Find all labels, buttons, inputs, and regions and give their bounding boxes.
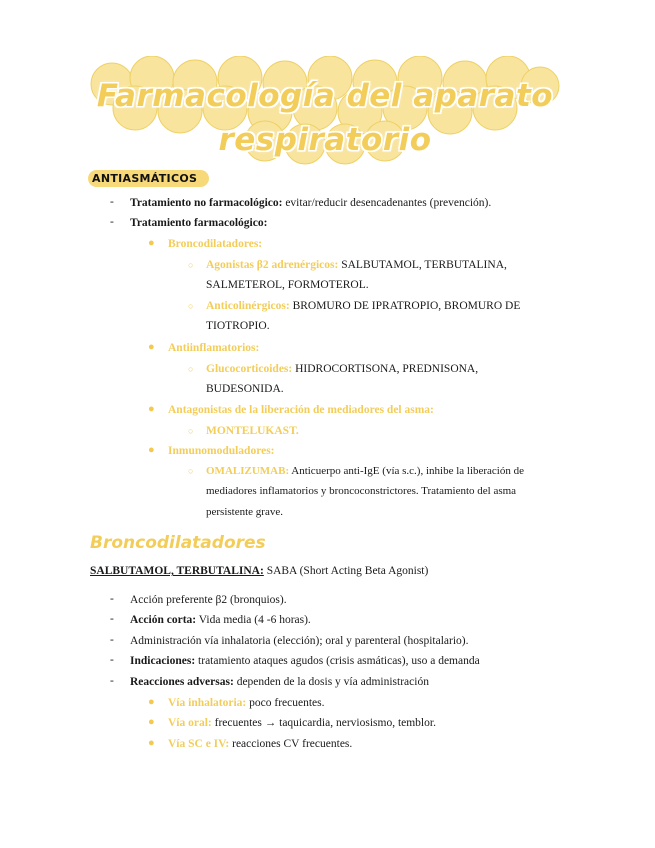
item-label: Indicaciones: <box>130 655 196 667</box>
omalizumab-line <box>206 464 524 479</box>
title-line-2: respiratorio <box>218 122 432 158</box>
circle-bullet-icon: ○ <box>188 301 194 311</box>
reaccion-label: Vía SC e IV: <box>168 738 230 750</box>
reaccion-sc-iv <box>168 737 352 752</box>
inmunomoduladores-label: Inmunomoduladores: <box>168 445 275 457</box>
glucocorticoides-text: HIDROCORTISONA, PREDNISONA, <box>292 363 479 375</box>
bullet-icon: ● <box>148 341 155 353</box>
item-farmacologico <box>130 216 267 231</box>
item-label: Acción corta: <box>130 614 197 626</box>
anticolinergicos-text: BROMURO DE IPRATROPIO, BROMURO DE <box>289 300 521 312</box>
omalizumab-text: Anticuerpo anti-IgE (vía s.c.), inhibe la liberación de <box>289 465 524 477</box>
agonistas-line <box>206 258 507 273</box>
reaccion-label: Vía inhalatoria: <box>168 697 247 709</box>
omalizumab-label: OMALIZUMAB: <box>206 465 290 477</box>
glucocorticoides-line <box>206 362 478 377</box>
item-text: Vida media (4 -6 horas). <box>196 614 311 626</box>
dash-marker: - <box>110 613 114 625</box>
title-banner <box>90 56 560 166</box>
montelukast-label: MONTELUKAST. <box>206 425 299 437</box>
item-label: Tratamiento no farmacológico: <box>130 197 283 209</box>
glucocorticoides-label: Glucocorticoides: <box>206 363 293 375</box>
dash-marker: - <box>110 675 114 687</box>
title-line-1: Farmacología del aparato <box>96 78 554 114</box>
reaccion-label: Vía oral: <box>168 717 212 729</box>
saba-subheading <box>90 564 428 579</box>
item-text: evitar/reducir desencadenantes (prevención). <box>282 197 492 209</box>
dash-marker: - <box>110 196 114 208</box>
broncodilatadores-label: Broncodilatadores: <box>168 238 263 250</box>
circle-bullet-icon: ○ <box>188 426 194 436</box>
section-heading-broncodilatadores: Broncodilatadores <box>90 533 266 553</box>
item-reacciones <box>130 675 429 690</box>
agonistas-label: Agonistas β2 adrenérgicos: <box>206 259 339 271</box>
glucocorticoides-line-2: BUDESONIDA. <box>206 383 284 395</box>
item-text: dependen de la dosis y vía administración <box>233 676 429 688</box>
section-heading-antiasmaticos: ANTIASMÁTICOS <box>88 170 209 187</box>
item-administracion: Administración vía inhalatoria (elección); oral y parenteral (hospitalario). <box>130 635 469 647</box>
item-accion-corta <box>130 613 311 628</box>
omalizumab-line-2: mediadores inflamatorios y broncoconstrictores. Tratamiento del asma <box>206 485 517 497</box>
circle-bullet-icon: ○ <box>188 260 194 270</box>
reaccion-text: frecuentes → taquicardia, nerviosismo, temblor. <box>211 717 436 729</box>
reaccion-text: poco frecuentes. <box>246 697 325 709</box>
circle-bullet-icon: ○ <box>188 364 194 374</box>
item-label: Tratamiento farmacológico: <box>130 217 268 229</box>
saba-label: SALBUTAMOL, TERBUTALINA: <box>90 565 264 577</box>
reaccion-oral <box>168 716 436 731</box>
item-no-farmacologico <box>130 196 491 211</box>
bullet-icon: ● <box>148 237 155 249</box>
antagonistas-label: Antagonistas de la liberación de mediadores del asma: <box>168 404 434 416</box>
agonistas-line-2: SALMETEROL, FORMOTEROL. <box>206 279 369 291</box>
omalizumab-line-3: persistente grave. <box>206 506 283 518</box>
bullet-icon: ● <box>148 403 155 415</box>
saba-text: SABA (Short Acting Beta Agonist) <box>263 565 429 577</box>
antiinflamatorios-label: Antiinflamatorios: <box>168 342 260 354</box>
anticolinergicos-label: Anticolinérgicos: <box>206 300 290 312</box>
bullet-icon: ● <box>148 444 155 456</box>
bullet-icon: ● <box>148 716 155 728</box>
item-indicaciones <box>130 654 480 669</box>
item-text: tratamiento ataques agudos (crisis asmáticas), uso a demanda <box>195 655 480 667</box>
bullet-icon: ● <box>148 696 155 708</box>
dash-marker: - <box>110 216 114 228</box>
reaccion-text: reacciones CV frecuentes. <box>229 738 353 750</box>
item-label: Reacciones adversas: <box>130 676 234 688</box>
agonistas-text: SALBUTAMOL, TERBUTALINA, <box>338 259 507 271</box>
anticolinergicos-line <box>206 299 520 314</box>
dash-marker: - <box>110 634 114 646</box>
circle-bullet-icon: ○ <box>188 466 194 476</box>
dash-marker: - <box>110 593 114 605</box>
item-accion-preferente: Acción preferente β2 (bronquios). <box>130 594 287 606</box>
bullet-icon: ● <box>148 737 155 749</box>
dash-marker: - <box>110 654 114 666</box>
anticolinergicos-line-2: TIOTROPIO. <box>206 320 270 332</box>
reaccion-inhalatoria <box>168 696 325 711</box>
